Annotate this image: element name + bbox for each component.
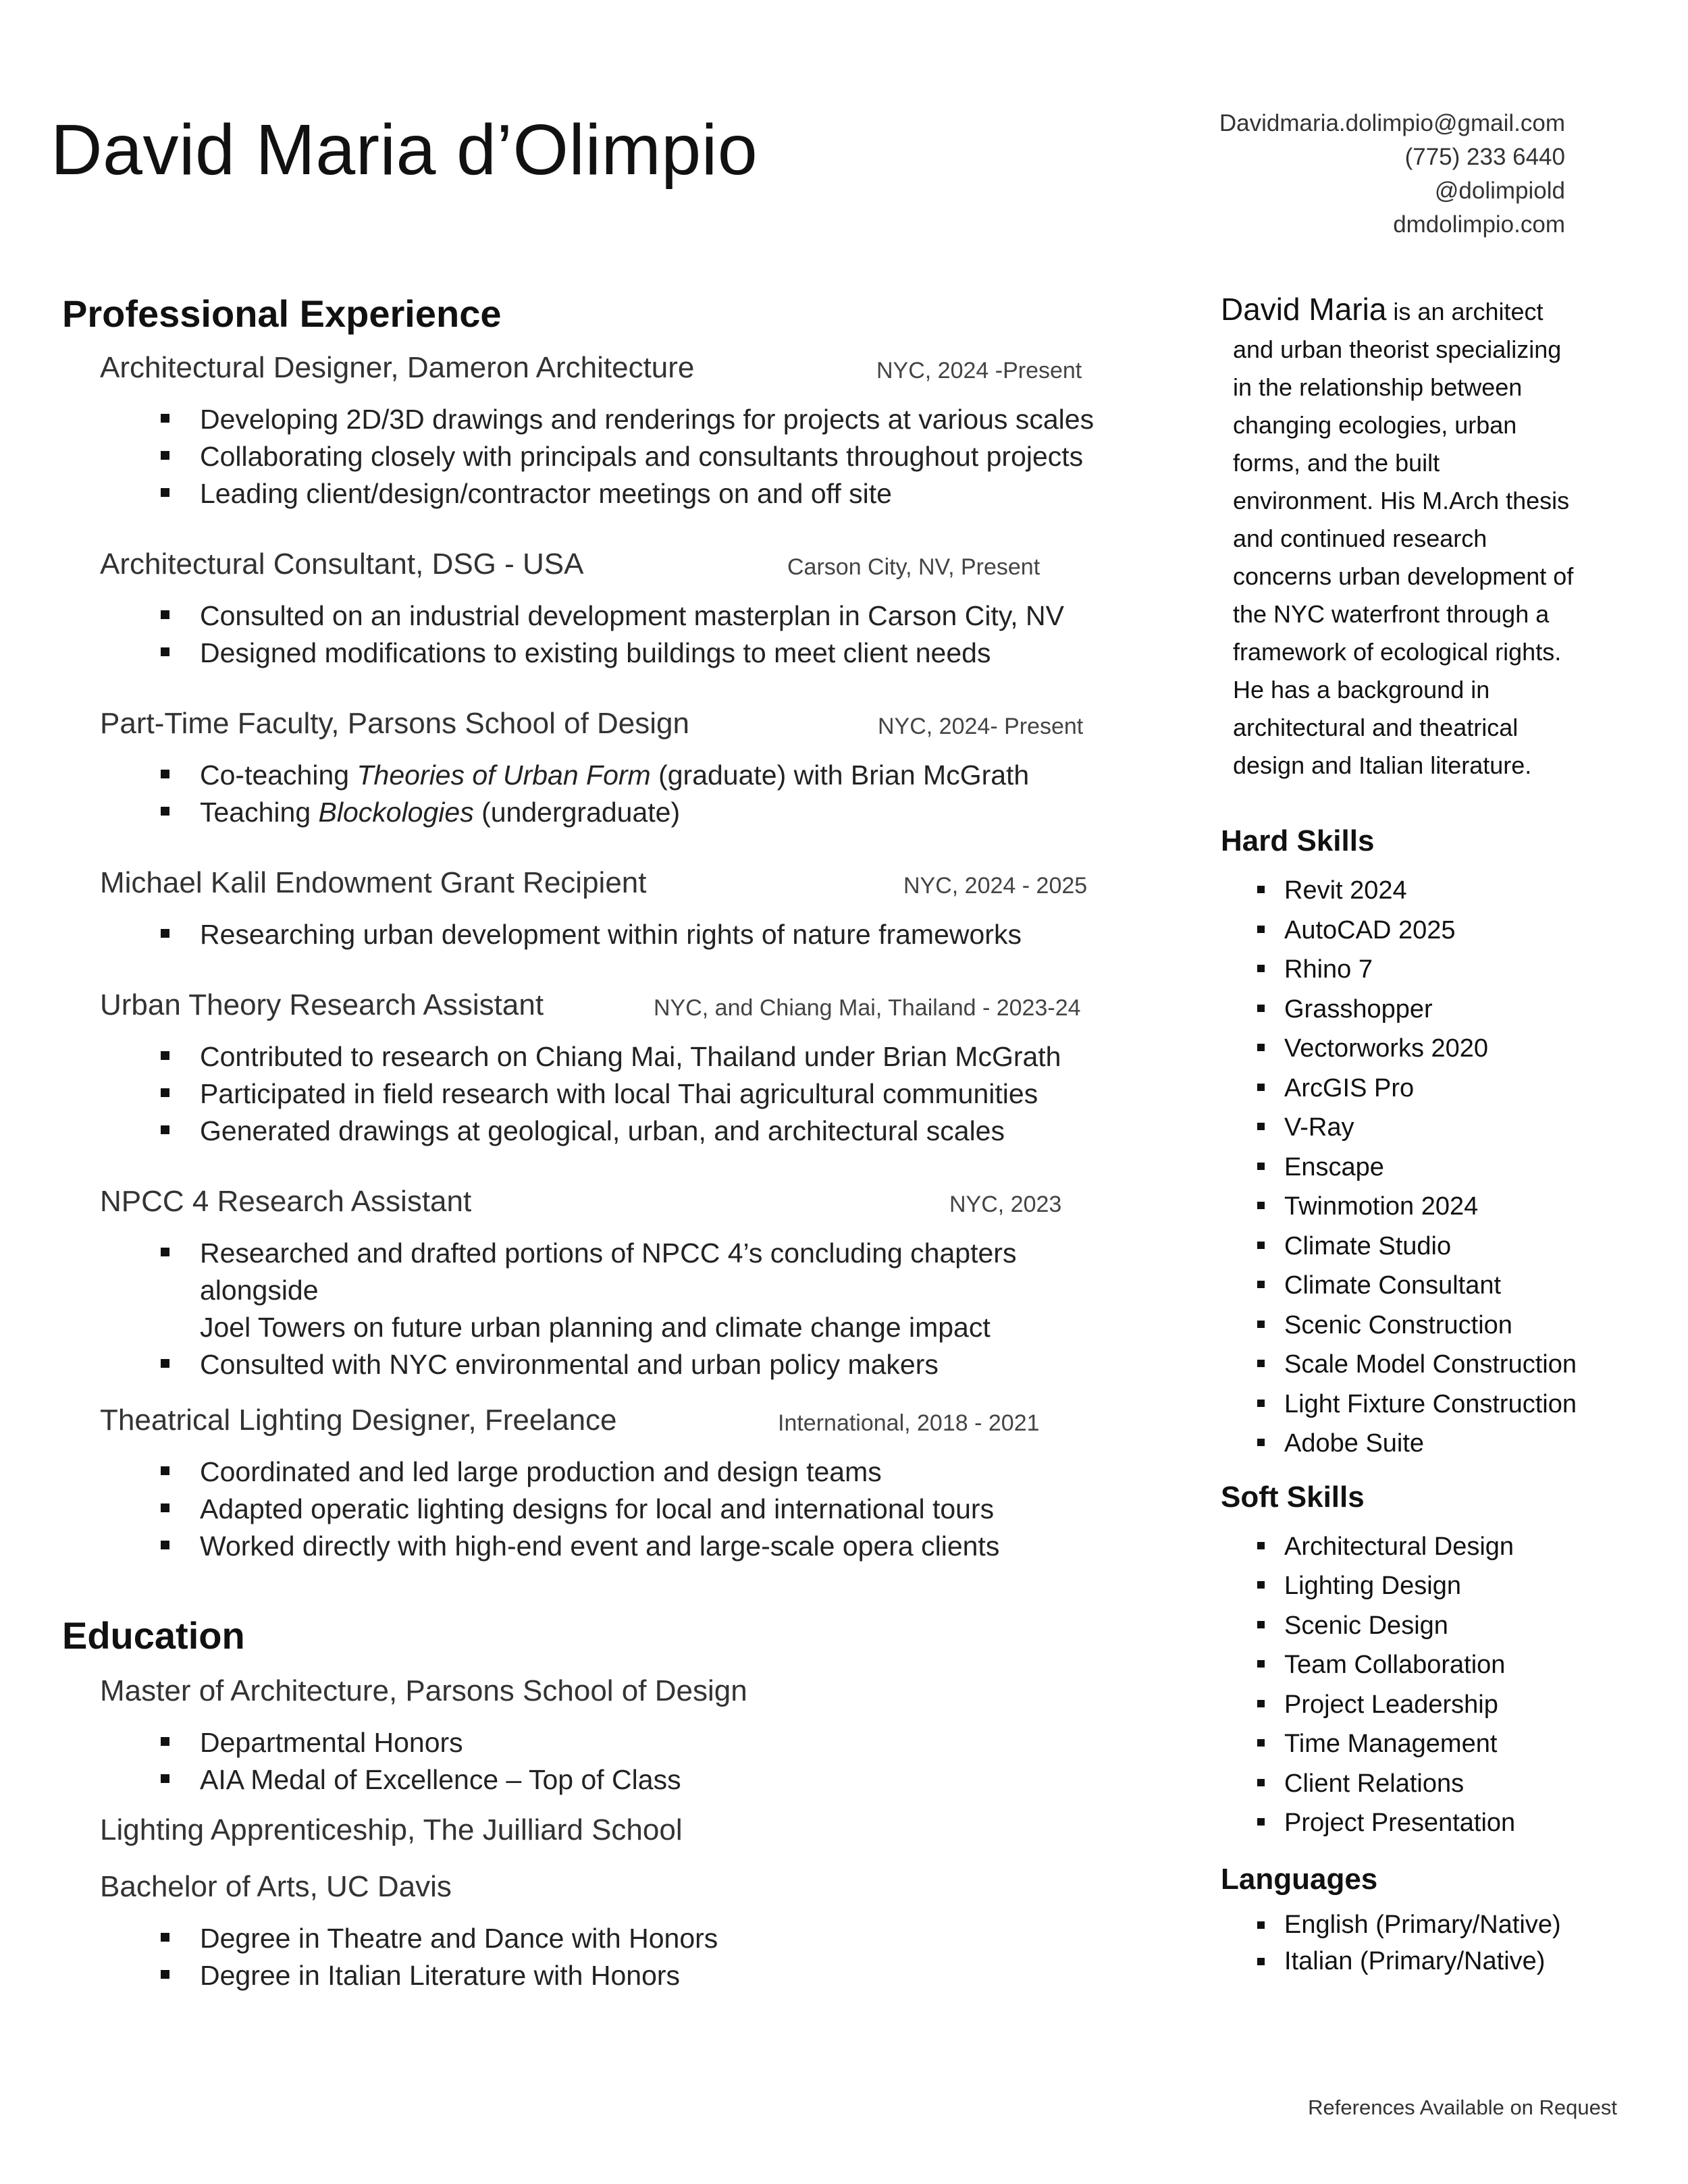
job-entry [100, 988, 1142, 1150]
bio-paragraph: David Maria is an architect and urban theorist specializing in the relationship between changing ecologies, urban forms, and the built environment. His M.Arch thesis and continued research concerns urban development of the NYC waterfront through a framework of ecological rights. He has a background in architectural and theatrical design and Italian literature. [1221, 290, 1599, 784]
language-item: English (Primary/Native) [1257, 1907, 1599, 1943]
job-bullets [100, 401, 1142, 512]
contact-handle: @dolimpiold [1434, 178, 1565, 204]
job-header [100, 707, 1142, 747]
skill-item: AutoCAD 2025 [1257, 911, 1599, 951]
languages-list [1221, 1907, 1599, 1979]
job-entry [100, 707, 1142, 831]
education-header [100, 1674, 1142, 1715]
job-meta: Carson City, NV, Present [787, 554, 1040, 580]
job-bullets [100, 1235, 1142, 1383]
main-column [62, 290, 1142, 1994]
skill-item: ArcGIS Pro [1257, 1069, 1599, 1109]
section-title-education: Education [62, 1614, 245, 1657]
job-entry [100, 351, 1142, 512]
job-role: Michael Kalil Endowment Grant Recipient [100, 866, 647, 899]
bullet-item: Leading client/design/contractor meetings on and off site [161, 475, 1142, 512]
bullet-item: AIA Medal of Excellence – Top of Class [161, 1761, 1142, 1799]
job-role: Architectural Designer, Dameron Architecture [100, 351, 695, 384]
skill-item: Project Presentation [1257, 1803, 1599, 1843]
skill-item: Time Management [1257, 1724, 1599, 1764]
contact-phone[interactable]: (775) 233 6440 [1404, 144, 1565, 170]
education-header [100, 1870, 1142, 1911]
education-degree: Bachelor of Arts, UC Davis [100, 1870, 452, 1903]
hard-skills-list [1221, 871, 1599, 1464]
skill-item: Revit 2024 [1257, 871, 1599, 911]
bullet-item: Consulted on an industrial development masterplan in Carson City, NV [161, 597, 1142, 635]
bullet-item: Adapted operatic lighting designs for local and international tours [161, 1491, 1142, 1528]
job-meta: International, 2018 - 2021 [778, 1410, 1040, 1436]
bullet-item: Contributed to research on Chiang Mai, Thailand under Brian McGrath [161, 1038, 1142, 1075]
bullet-item: Co-teaching Theories of Urban Form (graduate) with Brian McGrath [161, 757, 1142, 794]
skill-item: Adobe Suite [1257, 1424, 1599, 1464]
bullet-item: Designed modifications to existing buildings to meet client needs [161, 635, 1142, 672]
job-header [100, 1185, 1142, 1225]
job-header [100, 1404, 1142, 1444]
skill-item: Scenic Construction [1257, 1306, 1599, 1346]
job-entry [100, 548, 1142, 672]
job-entry [100, 1404, 1142, 1565]
job-header [100, 548, 1142, 588]
job-bullets [100, 1038, 1142, 1150]
job-meta: NYC, 2023 [949, 1192, 1062, 1217]
skill-item: Rhino 7 [1257, 950, 1599, 990]
job-role: Theatrical Lighting Designer, Freelance [100, 1404, 617, 1437]
education-entry [100, 1674, 1142, 1799]
skill-item: Scenic Design [1257, 1606, 1599, 1646]
skill-item: Client Relations [1257, 1764, 1599, 1804]
job-header [100, 351, 1142, 392]
skill-item: Scale Model Construction [1257, 1345, 1599, 1385]
language-item: Italian (Primary/Native) [1257, 1943, 1599, 1979]
resume-name: David Maria d’Olimpio [51, 110, 758, 190]
bullet-item: Researching urban development within rights of nature frameworks [161, 916, 1142, 953]
bullet-item: Degree in Theatre and Dance with Honors [161, 1920, 1142, 1957]
bullet-item: Consulted with NYC environmental and urban policy makers [161, 1346, 1142, 1383]
skill-item: Twinmotion 2024 [1257, 1187, 1599, 1227]
job-header [100, 866, 1142, 907]
education-bullets [100, 1920, 1142, 1994]
skill-item: Vectorworks 2020 [1257, 1029, 1599, 1069]
job-meta: NYC, 2024- Present [878, 714, 1084, 739]
bullet-item: Coordinated and led large production and design teams [161, 1454, 1142, 1491]
skill-item: Grasshopper [1257, 990, 1599, 1030]
job-role: Part-Time Faculty, Parsons School of Design [100, 707, 689, 740]
bullet-item: Collaborating closely with principals and consultants throughout projects [161, 438, 1142, 475]
section-title-soft-skills: Soft Skills [1221, 1480, 1365, 1514]
job-meta: NYC, 2024 -Present [876, 358, 1082, 383]
education-header [100, 1813, 1142, 1854]
soft-skills-list [1221, 1527, 1599, 1843]
contact-block [1219, 107, 1565, 242]
skill-item: Team Collaboration [1257, 1645, 1599, 1685]
bullet-item: Degree in Italian Literature with Honors [161, 1957, 1142, 1994]
references-note: References Available on Request [1308, 2096, 1617, 2119]
bio-body: and urban theorist specializing in the relationship between changing ecologies, urban forms, and the built environment. His M.Arch thesis and continued research concerns urban development of the NYC waterfront through a framework of ecological rights. He has a background in architectural and theatrical design and Italian literature. [1233, 336, 1574, 779]
bio-lead: David Maria [1221, 292, 1387, 327]
contact-website[interactable]: dmdolimpio.com [1393, 211, 1565, 238]
section-title-hard-skills: Hard Skills [1221, 824, 1375, 857]
education-bullets [100, 1724, 1142, 1799]
bullet-item: Researched and drafted portions of NPCC 4’s concluding chapters alongside [161, 1235, 1142, 1309]
education-entry [100, 1813, 1142, 1854]
bullet-item: Worked directly with high-end event and large-scale opera clients [161, 1528, 1142, 1565]
bullet-item: Generated drawings at geological, urban, and architectural scales [161, 1113, 1142, 1150]
sidebar-column [1221, 290, 1599, 1979]
job-bullets [100, 597, 1142, 672]
education-degree: Master of Architecture, Parsons School of Design [100, 1674, 747, 1707]
job-bullets [100, 916, 1142, 953]
bullet-item: Departmental Honors [161, 1724, 1142, 1761]
bullet-item: Participated in field research with local Thai agricultural communities [161, 1075, 1142, 1113]
contact-email[interactable]: Davidmaria.dolimpio@gmail.com [1219, 110, 1565, 136]
job-role: Urban Theory Research Assistant [100, 988, 544, 1021]
section-title-languages: Languages [1221, 1862, 1378, 1896]
education-degree: Lighting Apprenticeship, The Juilliard School [100, 1813, 683, 1846]
bullet-continuation: Joel Towers on future urban planning and climate change impact [200, 1312, 991, 1343]
job-meta: NYC, 2024 - 2025 [903, 873, 1088, 899]
job-bullets [100, 757, 1142, 831]
section-title-experience: Professional Experience [62, 292, 502, 335]
skill-item: Light Fixture Construction [1257, 1385, 1599, 1424]
job-entry [100, 1185, 1142, 1383]
bullet-item: Developing 2D/3D drawings and renderings for projects at various scales [161, 401, 1142, 438]
skill-item: Lighting Design [1257, 1566, 1599, 1606]
skill-item: Project Leadership [1257, 1685, 1599, 1725]
skill-item: Enscape [1257, 1148, 1599, 1188]
job-role: Architectural Consultant, DSG - USA [100, 548, 584, 581]
skill-item: V-Ray [1257, 1108, 1599, 1148]
skill-item: Climate Consultant [1257, 1266, 1599, 1306]
job-header [100, 988, 1142, 1029]
bullet-item: Teaching Blockologies (undergraduate) [161, 794, 1142, 831]
job-bullets [100, 1454, 1142, 1565]
education-entry [100, 1870, 1142, 1994]
job-meta: NYC, and Chiang Mai, Thailand - 2023-24 [654, 995, 1081, 1021]
skill-item: Architectural Design [1257, 1527, 1599, 1567]
job-entry [100, 866, 1142, 953]
job-role: NPCC 4 Research Assistant [100, 1185, 472, 1218]
skill-item: Climate Studio [1257, 1227, 1599, 1267]
